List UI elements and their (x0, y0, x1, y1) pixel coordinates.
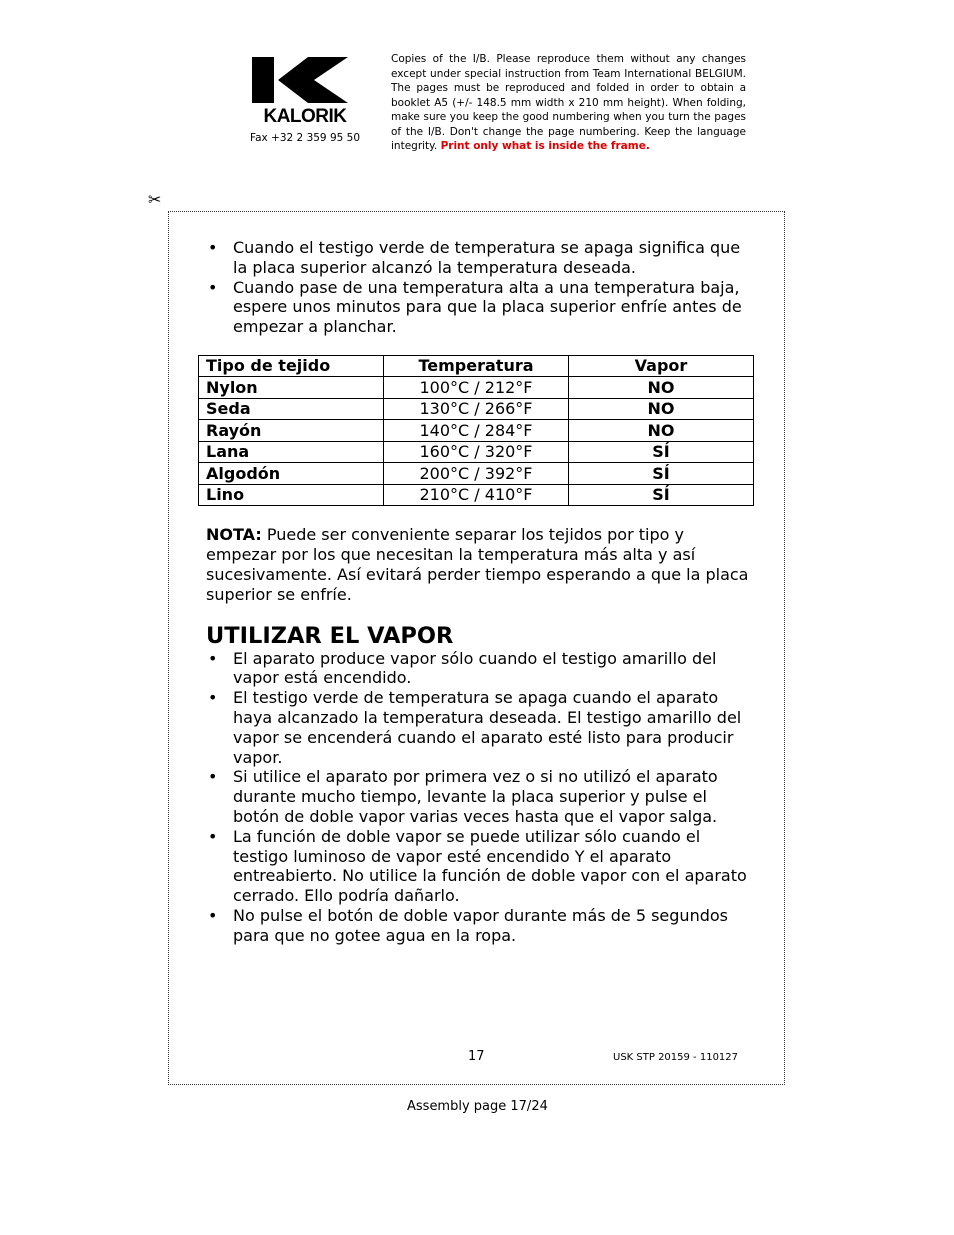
list-item: • La función de doble vapor se puede utilizar sólo cuando el testigo luminoso de vapor esté encendido Y el aparato entreabierto. No utilice la función de doble vapor con el aparato cerrado. Ello podría dañarlo. (233, 827, 751, 906)
temperature-cell: 210°C / 410°F (384, 484, 569, 506)
fabric-cell: Nylon (199, 377, 384, 399)
document-reference: USK STP 20159 - 110127 (613, 1052, 739, 1063)
scissors-icon: ✂ (148, 190, 162, 209)
steam-cell: NO (569, 420, 754, 442)
steam-cell: SÍ (569, 484, 754, 506)
column-header: Tipo de tejido (199, 355, 384, 377)
temperature-cell: 100°C / 212°F (384, 377, 569, 399)
steam-cell: NO (569, 377, 754, 399)
table-row (199, 441, 754, 463)
notice-text: Copies of the I/B. Please reproduce them without any changes except under special instruction from Team International BELGIUM. The pages must be reproduced and folded in order to obtain a booklet A5 (+/- 148.5 mm width x 210 mm height). When folding, make sure you keep the good numbering when you turn the pages of the I/B. Don't change the page numbering. Keep the language integrity. (391, 53, 746, 152)
fax-number: Fax +32 2 359 95 50 (250, 132, 361, 144)
list-item: • El testigo verde de temperatura se apaga cuando el aparato haya alcanzado la temperatura deseada. El testigo amarillo del vapor se encenderá cuando el aparato esté listo para producir vapor. (233, 688, 751, 767)
page-content (206, 238, 751, 946)
fabric-cell: Rayón (199, 420, 384, 442)
list-item: • Si utilice el aparato por primera vez o si no utilizó el aparato durante mucho tiempo, levante la placa superior y pulse el botón de doble vapor varias veces hasta que el vapor salga. (233, 767, 751, 826)
section-title: UTILIZAR EL VAPOR (206, 622, 454, 649)
assembly-page-label: Assembly page 17/24 (407, 1099, 548, 1114)
print-notice (391, 52, 746, 154)
intro-bullet-list (206, 238, 751, 337)
table-row (199, 484, 754, 506)
note-label: NOTA: (206, 525, 262, 545)
steam-cell: SÍ (569, 441, 754, 463)
steam-cell: SÍ (569, 463, 754, 485)
fabric-cell: Lana (199, 441, 384, 463)
list-item: • Cuando pase de una temperatura alta a una temperatura baja, espere unos minutos para que la placa superior enfríe antes de empezar a planchar. (233, 278, 751, 337)
fabric-cell: Lino (199, 484, 384, 506)
temperature-cell: 160°C / 320°F (384, 441, 569, 463)
note-text: Puede ser conveniente separar los tejidos por tipo y empezar por los que necesitan la temperatura más alta y así sucesivamente. Así evitará perder tiempo esperando a que la placa superior se enfríe. (206, 525, 749, 604)
table-row (199, 463, 754, 485)
fabric-cell: Seda (199, 398, 384, 420)
table-row (199, 377, 754, 399)
steam-bullet-list (206, 649, 751, 946)
steam-cell: NO (569, 398, 754, 420)
table-row (199, 398, 754, 420)
column-header: Temperatura (384, 355, 569, 377)
table-row (199, 420, 754, 442)
temperature-cell: 140°C / 284°F (384, 420, 569, 442)
page-number: 17 (468, 1049, 485, 1064)
notice-red-text: Print only what is inside the frame (440, 140, 646, 152)
logo-text: KALORIK (263, 106, 347, 125)
fabric-cell: Algodón (199, 463, 384, 485)
fabric-temperature-table (198, 355, 754, 507)
kalorik-logo (250, 55, 360, 125)
table-header-row (199, 355, 754, 377)
temperature-cell: 130°C / 266°F (384, 398, 569, 420)
notice-period: . (645, 140, 650, 152)
note-paragraph (206, 525, 751, 604)
list-item: • No pulse el botón de doble vapor durante más de 5 segundos para que no gotee agua en la ropa. (233, 906, 751, 946)
list-item: • Cuando el testigo verde de temperatura se apaga significa que la placa superior alcanzó la temperatura deseada. (233, 238, 751, 278)
column-header: Vapor (569, 355, 754, 377)
list-item: • El aparato produce vapor sólo cuando el testigo amarillo del vapor está encendido. (233, 649, 751, 689)
temperature-cell: 200°C / 392°F (384, 463, 569, 485)
